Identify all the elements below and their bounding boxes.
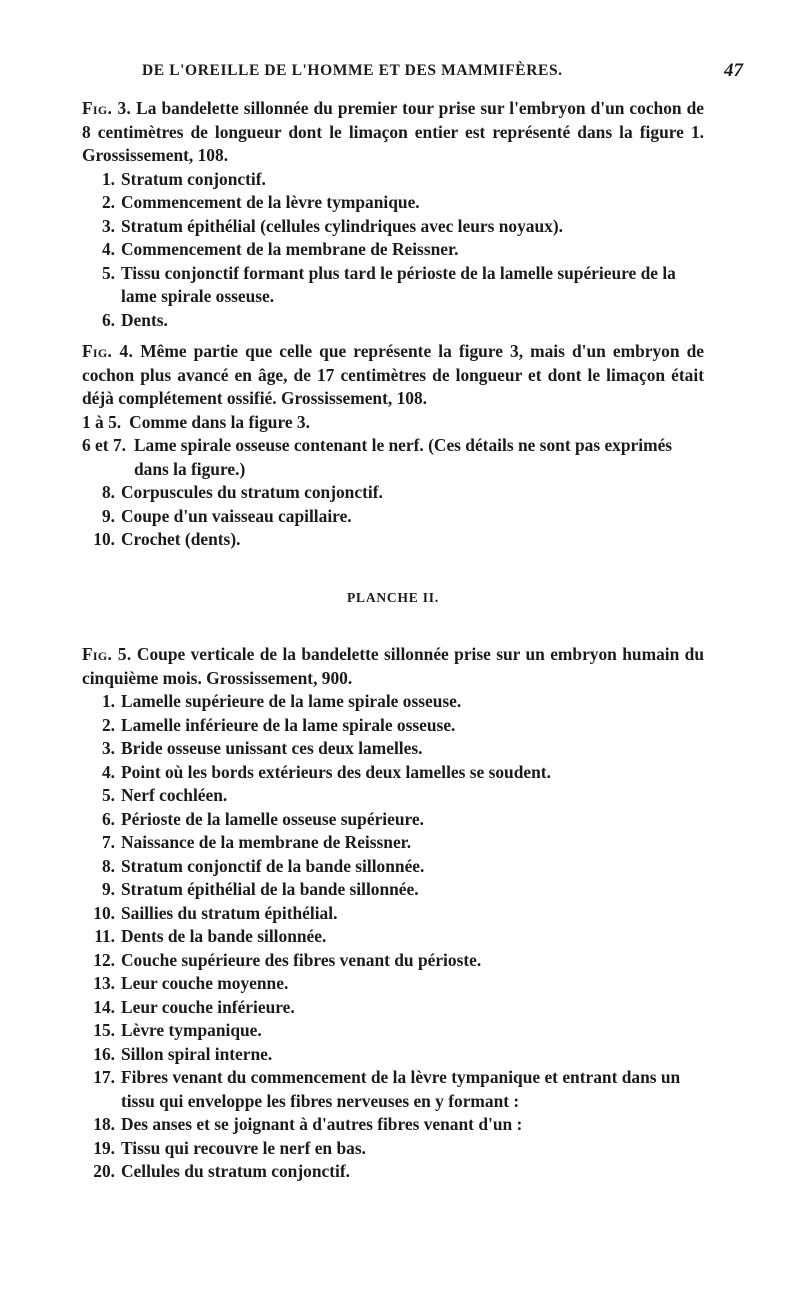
plate-heading: PLANCHE II. — [346, 589, 440, 605]
figure-3-caption — [82, 97, 704, 168]
legend-text: Couche supérieure des fibres venant du périoste. — [121, 949, 482, 970]
legend-item — [82, 690, 704, 714]
legend-item — [82, 761, 704, 785]
legend-number: 6. — [101, 808, 115, 829]
legend-number: 14. — [93, 996, 115, 1017]
legend-text: Dents de la bande sillonnée. — [121, 926, 327, 946]
legend-number: 9. — [101, 505, 115, 526]
legend-item — [82, 808, 704, 832]
legend-text: Bride osseuse unissant ces deux lamelles. — [121, 738, 423, 758]
legend-item — [82, 505, 704, 529]
legend-item — [82, 1160, 704, 1184]
legend-text: Périoste de la lamelle osseuse supérieure. — [121, 808, 424, 829]
figure-4-legend — [82, 411, 704, 552]
legend-number: 5. — [101, 262, 115, 283]
legend-number: 2. — [101, 714, 115, 735]
legend-item — [82, 714, 704, 738]
legend-text: Lèvre tympanique. — [121, 1020, 262, 1040]
figure-label: Fig. 3. — [82, 98, 132, 118]
legend-number: 11. — [94, 926, 115, 946]
legend-number: 3. — [101, 215, 115, 236]
legend-text: Dents. — [121, 309, 168, 330]
legend-number: 1. — [101, 691, 115, 711]
legend-text: Fibres venant du commencement de la lèvre tympanique et entrant dans un tissu qui enveloppe les fibres nerveuses en y formant : — [121, 1067, 681, 1111]
caption-text: Coupe verticale de la bandelette sillonnée prise sur un embryon humain du cinquième mois. Grossissement, 900. — [82, 644, 704, 688]
figure-5-caption — [82, 643, 704, 690]
legend-item — [82, 528, 704, 552]
legend-text: Lamelle inférieure de la lame spirale osseuse. — [121, 714, 456, 735]
legend-number: 1. — [101, 168, 115, 189]
legend-item — [82, 949, 704, 973]
legend-number: 9. — [101, 879, 115, 899]
legend-number: 8. — [101, 482, 115, 502]
legend-item — [82, 1066, 704, 1113]
header-title: DE L'OREILLE DE L'HOMME ET DES MAMMIFÈRES. — [142, 62, 563, 79]
legend-item — [82, 168, 704, 192]
legend-text: Nerf cochléen. — [121, 785, 228, 805]
legend-text: Des anses et se joignant à d'autres fibres venant d'un : — [121, 1114, 523, 1134]
legend-item — [82, 831, 704, 855]
legend-item — [82, 411, 704, 435]
legend-item — [82, 238, 704, 262]
legend-item — [82, 1019, 704, 1043]
legend-text: Naissance de la membrane de Reissner. — [121, 832, 412, 852]
legend-text: Stratum épithélial de la bande sillonnée. — [121, 879, 419, 899]
legend-number: 6. — [101, 309, 115, 330]
caption-text: La bandelette sillonnée du premier tour prise sur l'embryon d'un cochon de 8 centimètres de longueur dont le limaçon entier est représenté dans la figure 1. Grossissement, 108. — [82, 98, 704, 165]
legend-number: 19. — [93, 1137, 115, 1158]
legend-item — [82, 1043, 704, 1067]
legend-number: 3. — [101, 738, 115, 758]
legend-number: 20. — [93, 1161, 115, 1181]
legend-number: 10. — [93, 529, 115, 549]
legend-number: 4. — [101, 239, 115, 259]
legend-text: Lame spirale osseuse contenant le nerf. (Ces détails ne sont pas exprimés dans la figure.) — [133, 435, 673, 479]
legend-item — [82, 309, 704, 333]
legend-item — [82, 1113, 704, 1137]
legend-number: 7. — [101, 832, 115, 852]
legend-item — [82, 784, 704, 808]
legend-text: Comme dans la figure 3. — [129, 411, 310, 432]
legend-text: Tissu qui recouvre le nerf en bas. — [121, 1137, 366, 1158]
legend-item — [82, 855, 704, 879]
page-number: 47 — [724, 60, 743, 81]
caption-text: Même partie que celle que représente la figure 3, mais d'un embryon de cochon plus avancé en âge, de 17 centimètres de longueur et dont le limaçon était déjà complétement ossifié. Grossissement, 108. — [82, 341, 704, 408]
legend-item — [82, 737, 704, 761]
legend-item — [82, 925, 704, 949]
legend-number: 18. — [93, 1114, 115, 1134]
figure-4-caption — [82, 340, 704, 411]
legend-item — [82, 481, 704, 505]
legend-text: Leur couche inférieure. — [121, 996, 295, 1017]
legend-number: 15. — [93, 1020, 115, 1040]
legend-text: Tissu conjonctif formant plus tard le périoste de la lamelle supérieure de la lame spirale osseuse. — [121, 262, 676, 306]
legend-item — [82, 434, 704, 481]
legend-item — [82, 878, 704, 902]
legend-item — [82, 191, 704, 215]
legend-number: 16. — [93, 1043, 115, 1064]
legend-text: Lamelle supérieure de la lame spirale osseuse. — [121, 691, 462, 711]
page-body — [82, 97, 704, 1184]
legend-number: 8. — [101, 855, 115, 876]
running-header — [0, 62, 800, 86]
legend-text: Corpuscules du stratum conjonctif. — [121, 482, 383, 502]
legend-number: 4. — [101, 761, 115, 782]
legend-text: Point où les bords extérieurs des deux lamelles se soudent. — [121, 761, 551, 782]
legend-text: Stratum conjonctif. — [121, 168, 266, 189]
legend-item — [82, 1137, 704, 1161]
legend-text: Sillon spiral interne. — [121, 1043, 273, 1064]
legend-number: 10. — [93, 902, 115, 923]
figure-label: Fig. 5. — [82, 644, 132, 664]
legend-item — [82, 996, 704, 1020]
figure-3-legend — [82, 168, 704, 333]
legend-number: 1 à 5. — [82, 411, 122, 432]
legend-number: 6 et 7. — [82, 435, 126, 455]
legend-text: Stratum épithélial (cellules cylindriques avec leurs noyaux). — [121, 215, 563, 236]
legend-text: Commencement de la membrane de Reissner. — [121, 239, 459, 259]
legend-number: 12. — [93, 949, 115, 970]
legend-text: Saillies du stratum épithélial. — [121, 902, 338, 923]
legend-item — [82, 972, 704, 996]
legend-number: 13. — [93, 973, 115, 993]
legend-number: 17. — [93, 1067, 115, 1087]
legend-number: 2. — [101, 192, 115, 212]
legend-text: Crochet (dents). — [121, 529, 241, 549]
legend-text: Stratum conjonctif de la bande sillonnée. — [121, 855, 425, 876]
legend-item — [82, 262, 704, 309]
figure-5-legend — [82, 690, 704, 1184]
legend-text: Coupe d'un vaisseau capillaire. — [121, 505, 352, 526]
legend-item — [82, 902, 704, 926]
legend-text: Commencement de la lèvre tympanique. — [121, 192, 420, 212]
figure-label: Fig. 4. — [82, 341, 134, 361]
legend-text: Cellules du stratum conjonctif. — [121, 1161, 350, 1181]
legend-number: 5. — [101, 785, 115, 805]
legend-text: Leur couche moyenne. — [121, 973, 289, 993]
legend-item — [82, 215, 704, 239]
